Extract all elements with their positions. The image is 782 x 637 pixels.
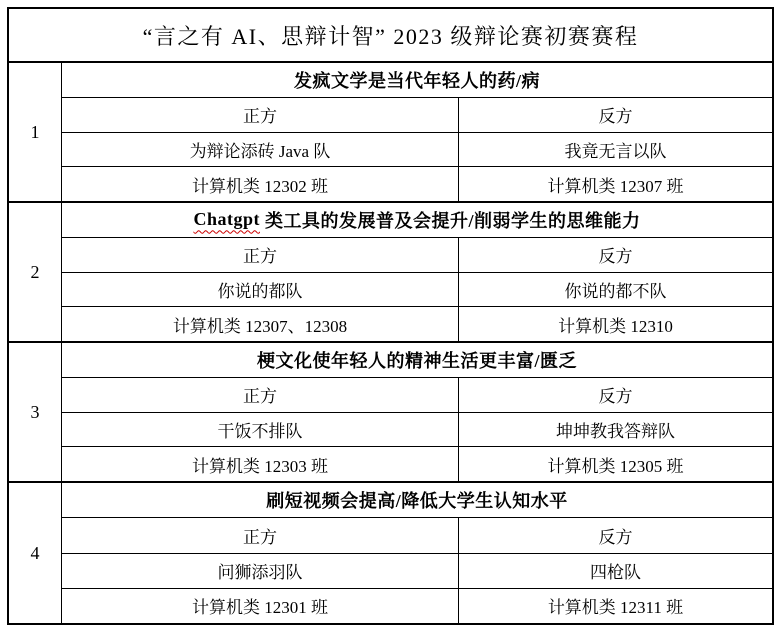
con-side-label: 反方 — [598, 387, 633, 407]
debate-topic: 梗文化使年轻人的精神生活更丰富/匮乏 — [257, 350, 577, 371]
topic-row — [62, 63, 772, 98]
side-header-row — [62, 98, 772, 133]
con-side-label: 反方 — [598, 247, 633, 267]
class-row — [62, 167, 772, 201]
pro-class-name: 计算机类 12303 班 — [62, 447, 459, 481]
team-row — [62, 413, 772, 448]
match-body — [62, 483, 772, 623]
debate-topic — [62, 203, 772, 237]
pro-team-name: 干饭不排队 — [62, 413, 459, 447]
pro-class-name: 计算机类 12302 班 — [62, 167, 459, 201]
con-team-name: 四枪队 — [590, 563, 641, 583]
side-header-row — [62, 238, 772, 273]
topic-row — [62, 483, 772, 518]
spellchecked-word: Chatgpt — [193, 209, 260, 230]
match-section-4 — [9, 483, 772, 623]
con-class-name: 计算机类 12307 班 — [547, 176, 684, 196]
pro-team-name: 你说的都队 — [62, 273, 459, 307]
class-row — [62, 307, 772, 341]
team-row — [62, 133, 772, 168]
pro-side-label: 正方 — [62, 378, 459, 412]
match-body — [62, 63, 772, 201]
pro-side-label: 正方 — [62, 238, 459, 272]
team-row — [62, 554, 772, 589]
side-header-row — [62, 378, 772, 413]
con-side-label: 反方 — [598, 527, 633, 547]
topic-row — [62, 343, 772, 378]
pro-class-name: 计算机类 12307、12308 — [62, 307, 459, 341]
match-section-2 — [9, 203, 772, 343]
debate-topic: 刷短视频会提高/降低大学生认知水平 — [266, 491, 568, 512]
pro-team-name: 为辩论添砖 Java 队 — [62, 133, 459, 167]
match-number: 3 — [9, 343, 62, 481]
pro-team-name: 问狮添羽队 — [62, 554, 459, 588]
team-row — [62, 273, 772, 308]
match-section-3 — [9, 343, 772, 483]
match-body — [62, 203, 772, 341]
match-number: 4 — [9, 483, 62, 623]
pro-class-name: 计算机类 12301 班 — [62, 589, 459, 623]
debate-topic-text: 类工具的发展普及会提升/削弱学生的思维能力 — [260, 210, 641, 231]
con-team-name: 我竟无言以队 — [564, 141, 667, 161]
pro-side-label: 正方 — [62, 518, 459, 552]
class-row — [62, 589, 772, 623]
topic-row — [62, 203, 772, 238]
match-body — [62, 343, 772, 481]
pro-side-label: 正方 — [62, 98, 459, 132]
schedule-table — [7, 7, 774, 625]
match-number: 2 — [9, 203, 62, 341]
match-number: 1 — [9, 63, 62, 201]
match-section-1 — [9, 63, 772, 203]
con-class-name: 计算机类 12310 — [558, 316, 673, 336]
con-team-name: 你说的都不队 — [564, 281, 667, 301]
con-class-name: 计算机类 12305 班 — [547, 456, 684, 476]
con-side-label: 反方 — [598, 107, 633, 127]
class-row — [62, 447, 772, 481]
con-class-name: 计算机类 12311 班 — [547, 598, 684, 618]
debate-topic: 发疯文学是当代年轻人的药/病 — [294, 70, 540, 91]
side-header-row — [62, 518, 772, 553]
con-team-name: 坤坤教我答辩队 — [556, 421, 675, 441]
page-title: “言之有 AI、思辩计智” 2023 级辩论赛初赛赛程 — [9, 9, 772, 63]
